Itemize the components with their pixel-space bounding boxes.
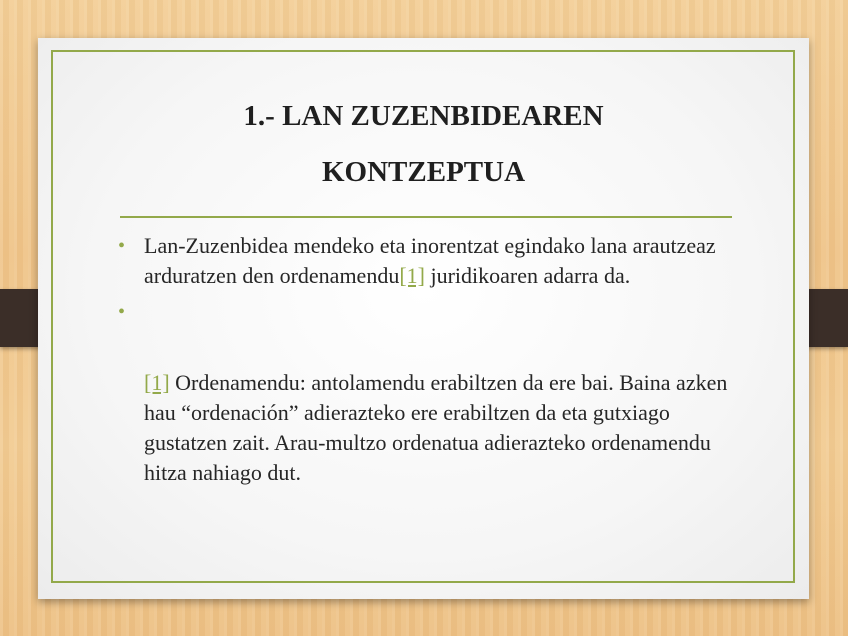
footnote-text: Ordenamendu: antolamendu erabiltzen da ere bai. Baina azken hau “ordenación” adierazteko ere erabiltzen da eta gutxiago gustatzen zait. Arau-multzo ordenatua adierazteko ordenamendu hitza nahiago dut.	[144, 370, 728, 485]
bullet-dot-icon: •	[118, 301, 126, 323]
footnote	[144, 368, 744, 488]
footnote-anchor-link[interactable]: [1]	[144, 370, 170, 395]
presentation-slide	[38, 38, 809, 599]
bullet-item-1	[116, 231, 736, 291]
slide-title	[58, 88, 789, 200]
slide-title-line-2: KONTZEPTUA	[321, 156, 526, 188]
slide-title-line-1: 1.- LAN ZUZENBIDEAREN	[243, 100, 604, 132]
bullet-dot-icon: •	[118, 235, 126, 257]
footnote-ref-link[interactable]: [1]	[399, 263, 425, 288]
bullet-text-before: Lan-Zuzenbidea mendeko eta inorentzat egindako lana arautzeaz arduratzen den ordenamendu	[144, 233, 716, 288]
title-divider	[120, 216, 732, 218]
bullet-list	[116, 231, 736, 323]
bullet-text-after: juridikoaren adarra da.	[424, 263, 631, 288]
